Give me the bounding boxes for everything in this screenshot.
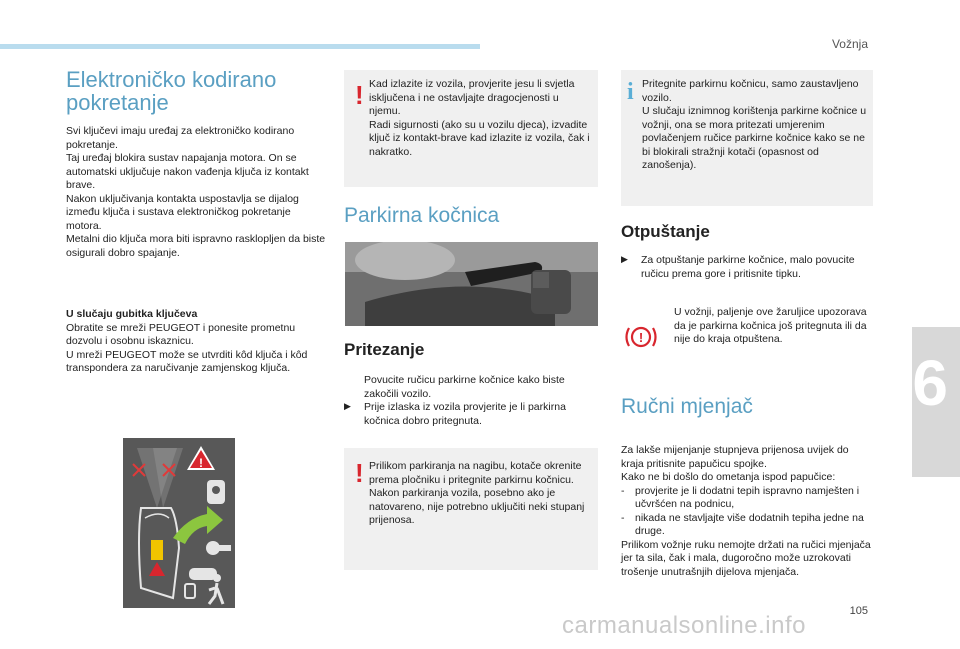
lost-keys-title: U slučaju gubitka ključeva (66, 308, 198, 320)
lost-keys-section (66, 308, 328, 376)
immobiliser-intro: Svi ključevi imaju uređaj za elektroničko kodirano pokretanje. Taj uređaj blokira sustav napajanja motora. On se automatski uključuje nakon vađenja ključa iz kontakt brave. Nakon uključivanja kontakta uspostavlja se dijalog između ključa i sustava elektroničkog pokretanje motora. Metalni dio ključa mora biti ispravno rasklopljen da biste osigurali dobro spajanje. (66, 125, 326, 259)
parking-brake-photo (345, 242, 598, 326)
chapter-number: 6 (912, 347, 948, 419)
parking-brake-warning-lamp-icon (624, 322, 658, 357)
warning-lamp-text: U vožnji, paljenje ove žaruljice upozorava da je parkirna kočnica još pritegnuta ili da nije do kraja otpuštena. (674, 306, 867, 345)
watermark: carmanualsonline.info (562, 612, 806, 639)
parking-brake-heading: Parkirna kočnica (344, 204, 500, 227)
apply-heading: Pritezanje (344, 340, 425, 359)
release-bullet-text: Za otpuštanje parkirne kočnice, malo povucite ručicu prema gore i pritisnite tipku. (641, 254, 855, 280)
warning-icon: ! (355, 458, 364, 488)
svg-text:!: ! (638, 330, 644, 345)
info-box-parking-brake (621, 70, 873, 206)
apply-bullet-1-text: Povucite ručicu parkirne kočnice kako biste zakočili vozilo. (364, 374, 565, 400)
bullet-arrow-icon: ▶ (344, 401, 351, 411)
warning-icon: ! (355, 80, 364, 110)
immobiliser-illustration (123, 438, 235, 608)
manual-gearbox-item-2-text: nikada ne stavljajte više dodatnih tepiha jedne na druge. (635, 511, 864, 537)
page-title: Elektroničko kodirano pokretanje (66, 67, 277, 115)
manual-gearbox-item-1-text: provjerite je li dodatni tepih ispravno namješten i učvršćen na podnicu, (635, 484, 860, 510)
section-name: Vožnja (831, 37, 868, 51)
apply-bullet-2-text: Prije izlaska iz vozila provjerite je li parkirna kočnica dobro pritegnuta. (364, 401, 566, 427)
dash-marker: - (621, 484, 625, 497)
warning-text-slope-parking: Prilikom parkiranja na nagibu, kotače okrenite prema pločniku i pritegnite parkirnu kočnicu. Nakon parkiranja vozila, posebno ako je natovareno, nije potrebno uključiti neki stupanj prijenosa. (369, 460, 585, 526)
bullet-arrow-icon: ▶ (621, 254, 628, 264)
info-icon: i (627, 79, 634, 105)
page-number: 105 (849, 605, 868, 617)
manual-gearbox-text (621, 444, 873, 579)
warning-text-leaving-vehicle: Kad izlazite iz vozila, provjerite jesu li svjetla isključena i ne ostavljajte dragocjenosti u njemu. Radi sigurnosti (ako su u vozilu djeca), izvadite ključ iz kontakt-brave kad izlazite iz vozila, čak i nakratko. (369, 78, 590, 158)
manual-gearbox-heading: Ručni mjenjač (621, 395, 753, 418)
svg-text:!: ! (199, 456, 203, 470)
manual-gearbox-item-1 (621, 485, 873, 512)
info-text-parking-brake: Pritegnite parkirnu kočnicu, samo zaustavljeno vozilo. U slučaju iznimnog korištenja parkirne kočnice u vožnji, ona se mora pritezati umjerenim povlačenjem ručice parkirne kočnice kako se ne bi blokirali stražnji kotači (opasnost od zanošenja). (642, 78, 867, 171)
dash-marker: - (621, 511, 625, 524)
header-bar (0, 44, 480, 49)
manual-gearbox-item-2 (621, 512, 873, 539)
warning-box-leaving-vehicle (344, 70, 598, 187)
release-heading: Otpuštanje (621, 222, 710, 241)
lost-keys-text: Obratite se mreži PEUGEOT i ponesite prometnu dozvolu i osobnu iskaznicu. U mreži PEUGEOT može se utvrditi kôd ključa i kôd transpondera za naručivanje zamjenskog ključa. (66, 321, 308, 374)
manual-gearbox-intro: Za lakše mijenjanje stupnjeva prijenosa uvijek do kraja pritisnite papučicu spojke. Kako ne bi došlo do ometanja ispod papučice: (621, 444, 849, 483)
manual-gearbox-outro: Prilikom vožnje ruku nemojte držati na ručici mjenjača jer ta sila, čak i mala, dugoročno može uzrokovati trošenje unutrašnjih dijelova mjenjača. (621, 538, 871, 578)
warning-box-slope-parking (344, 448, 598, 570)
